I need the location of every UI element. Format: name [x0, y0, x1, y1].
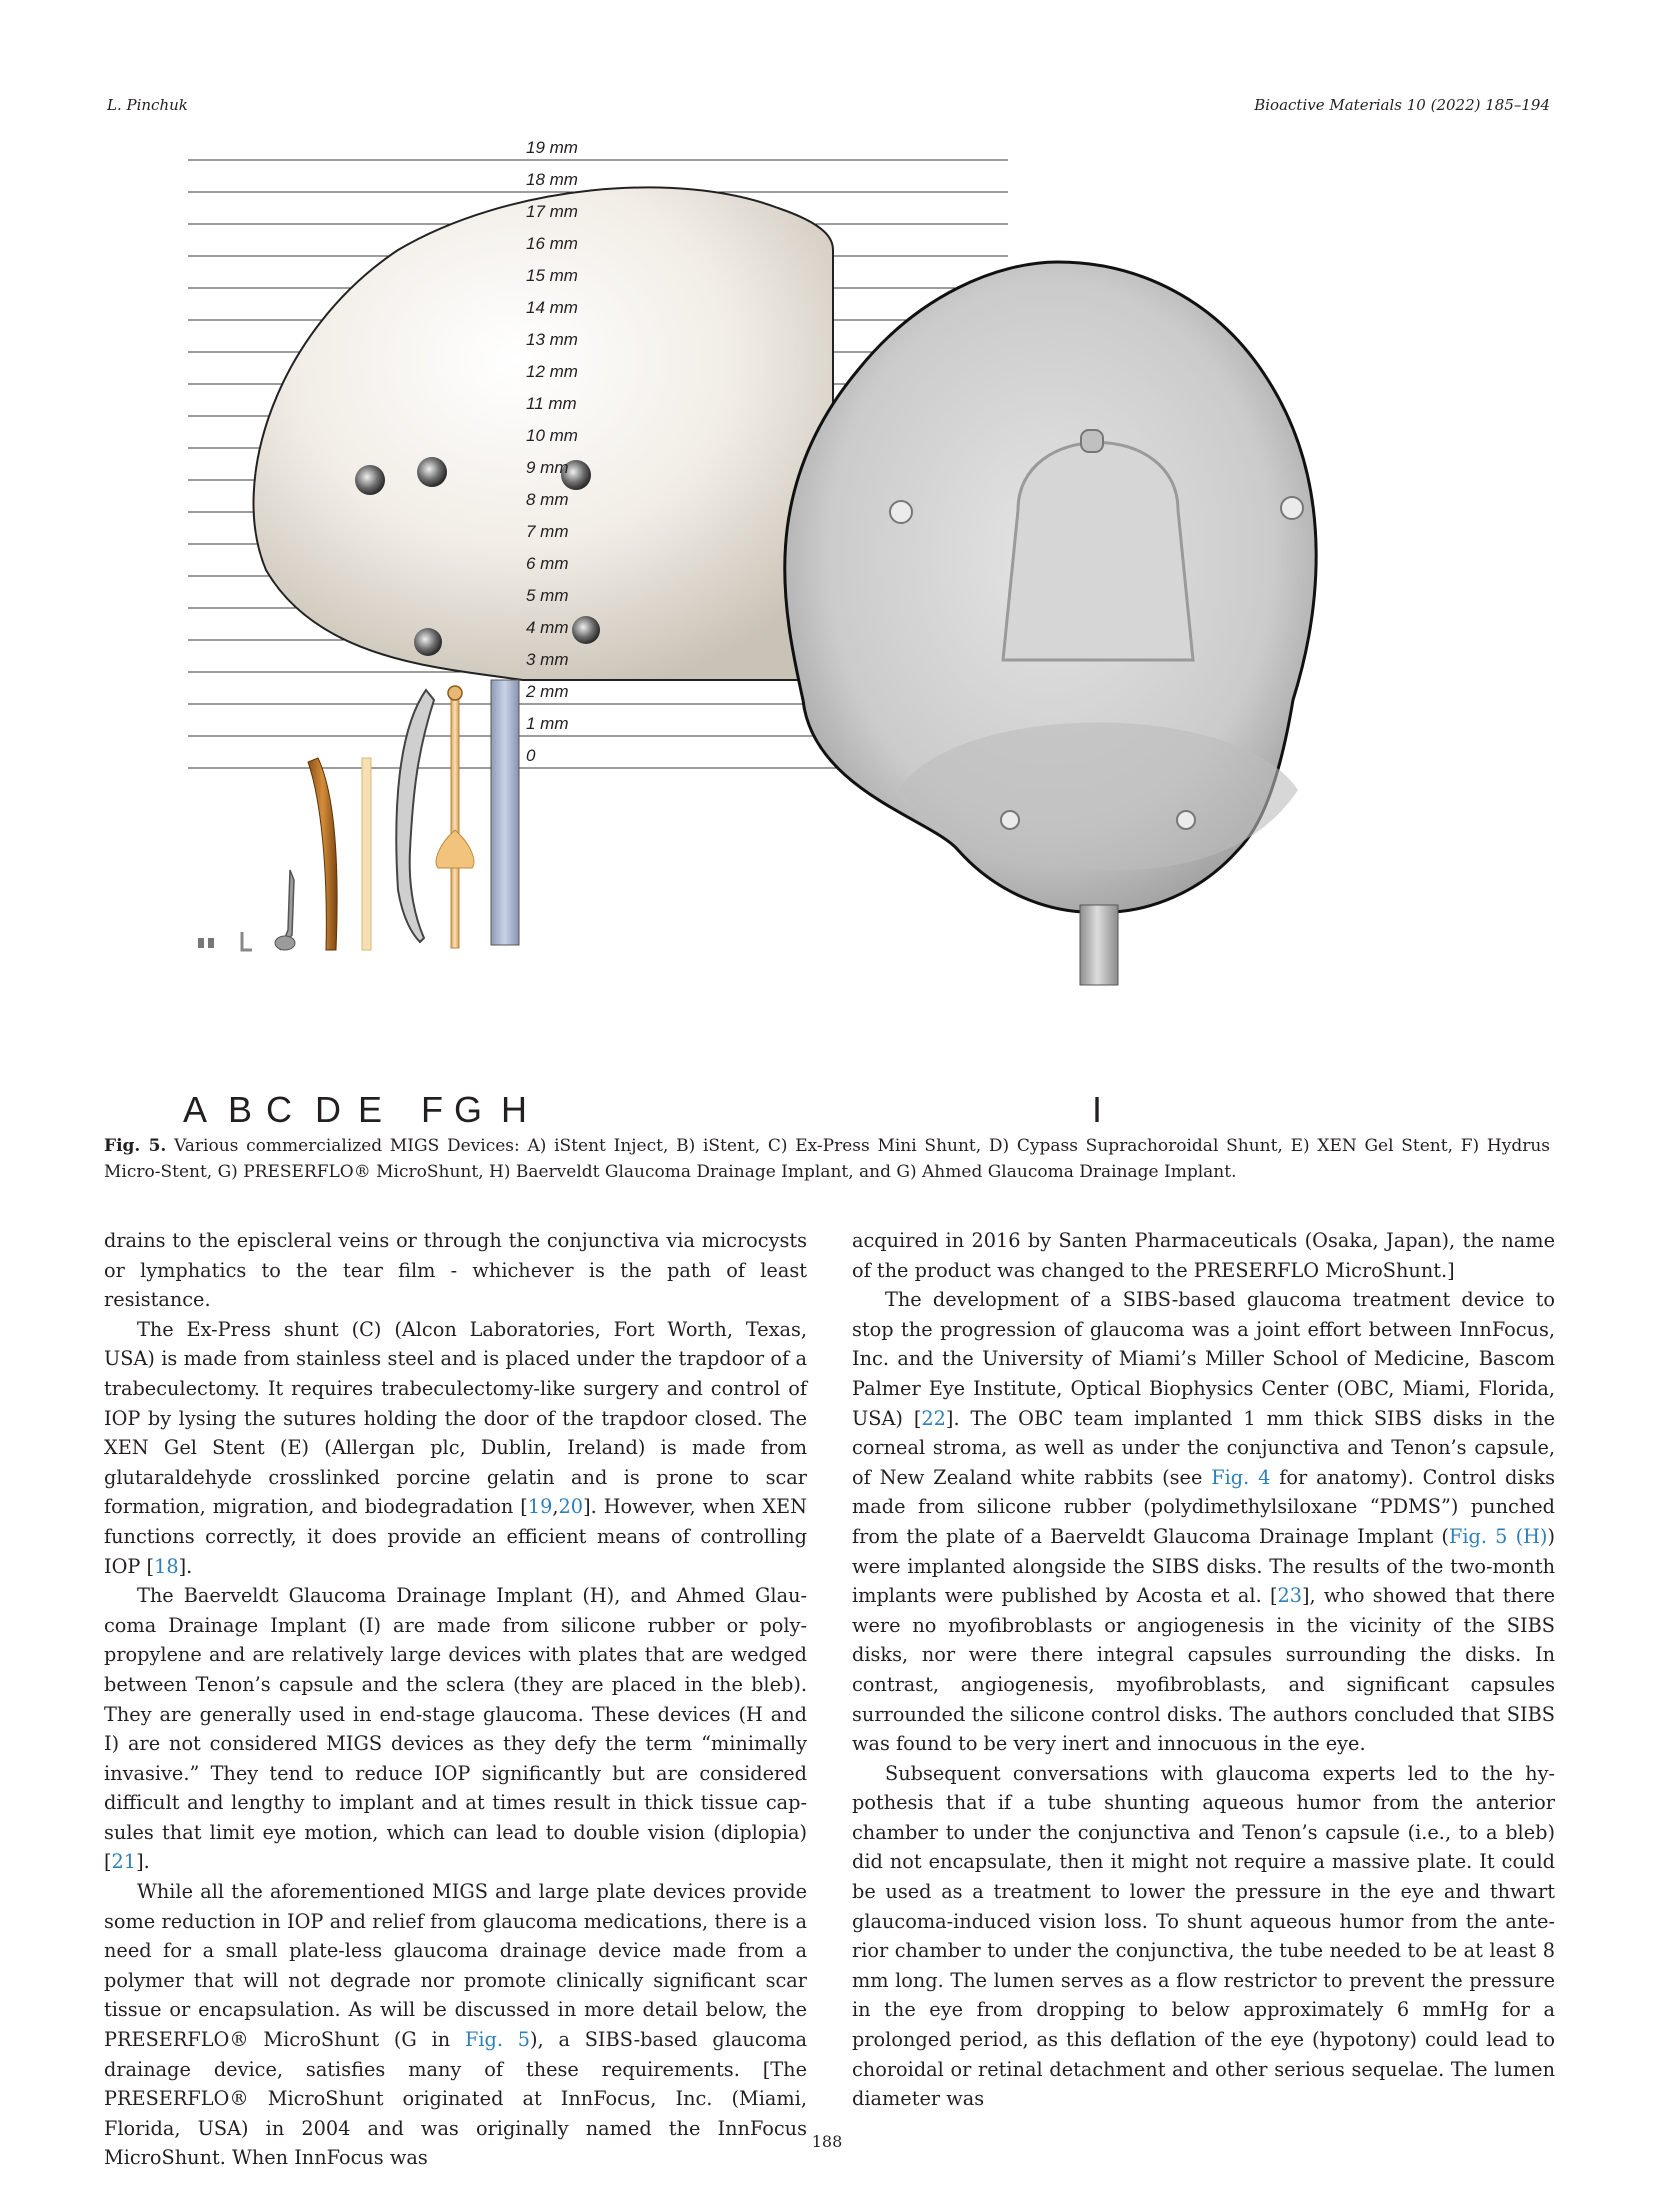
xen-gel-stent	[362, 758, 371, 950]
paragraph-text: ].	[178, 1554, 193, 1578]
ex-press-disc-icon	[275, 936, 295, 950]
ahmed-tube	[1080, 905, 1118, 985]
paragraph	[104, 1581, 807, 1877]
scale-label: 13 mm	[526, 330, 578, 349]
scale-label: 11 mm	[526, 394, 577, 413]
figure-5-illustration	[183, 138, 1418, 1130]
citation-link[interactable]: 22	[921, 1406, 946, 1430]
device-letters	[183, 1089, 1102, 1130]
paragraph: acquired in 2016 by Santen Pharmaceuticals (Osaka, Japan), the name of the product was changed to the PRESERFLO MicroShunt.]	[852, 1229, 1555, 1282]
scale-label: 12 mm	[526, 362, 578, 381]
label-d: D	[315, 1089, 341, 1130]
ahmed-post-icon	[1081, 430, 1103, 452]
scale-label: 9 mm	[526, 458, 569, 477]
istent-inject-icon	[198, 938, 204, 948]
ahmed-valve	[1003, 443, 1193, 661]
page-number: 188	[811, 2132, 843, 2151]
figure-link[interactable]: Fig. 5	[464, 2028, 531, 2052]
paragraph: Subsequent conversations with glaucoma experts led to the hypothesis that if a tube shunting aqueous humor from the anterior chamber to under the conjunctiva and Tenon’s capsule (i.e., to a bleb) did not encapsulate, then it might not require a massive plate. It could be used as a treatment to lower the pressure in the eye and thwart glaucoma-induced vision loss. To shunt aqueous humor from the anterior chamber to under the conjunctiva, the tube needed to be at least 8 mm long. The lumen serves as a flow restrictor to prevent the pressure in the eye from dropping to below approximately 6 mmHg for a prolonged period, as this deflation of the eye (hypotony) could lead to choroidal or retinal detachment and other serious sequelae. The lumen diameter was	[852, 1761, 1555, 2111]
ahmed-eyelet-icon	[1001, 811, 1019, 829]
paragraph-text: ], who showed that there were no myofibroblasts or angiogenesis in the vicinity of the SIBS disks, nor were there integral capsules surrounding the disks. In contrast, angiogenesis, myofibroblasts, and significant capsules surrounded the silicone control disks. The authors concluded that SIBS was found to be very inert and innocuous in the eye.	[852, 1584, 1555, 1756]
ahmed-eyelet-icon	[1281, 497, 1303, 519]
scale-label: 19 mm	[526, 138, 578, 157]
citation-link[interactable]: 23	[1277, 1584, 1303, 1608]
running-header-journal: Bioactive Materials 10 (2022) 185–194	[1254, 96, 1550, 114]
cypass-shunt	[308, 758, 337, 950]
label-e: E	[358, 1089, 383, 1130]
scale-label: 14 mm	[526, 298, 578, 317]
paragraph-text: The Baerveldt Glaucoma Drainage Implant (H), and Ahmed Glaucoma Drainage Implant (I) are made from silicone rubber or polypropylene and are relatively large devices with plates that are wedged between Tenon’s capsule and the sclera (they are placed in the bleb). They are generally used in end-stage glaucoma. These devices (H and I) are not considered MIGS devices as they defy the term “minimally invasive.” They tend to reduce IOP significantly but are considered difficult and lengthy to implant and at times result in thick tissue capsules that limit eye motion, which can lead to double vision (diplopia) [	[104, 1584, 807, 1874]
paragraph: drains to the episcleral veins or through the conjunctiva via microcysts or lymphatics to the tear film - whichever is the path of least resistance.	[104, 1229, 807, 1312]
paragraph-text: ,	[552, 1495, 559, 1519]
citation-link[interactable]: 18	[154, 1554, 179, 1578]
right-column	[852, 1226, 1555, 2114]
ahmed-eyelet-icon	[1177, 811, 1195, 829]
scale-label: 4 mm	[526, 618, 569, 637]
citation-link[interactable]: 21	[111, 1850, 137, 1874]
label-c: C	[266, 1089, 292, 1130]
scale-label: 3 mm	[526, 650, 569, 669]
preserflo-top-icon	[448, 686, 462, 700]
plate-hole-icon	[417, 457, 447, 487]
scale-label: 7 mm	[526, 522, 569, 541]
baerveldt-tube	[491, 680, 519, 945]
hydrus-micro-stent	[396, 690, 434, 942]
istent-icon	[242, 932, 252, 950]
scale-label: 2 mm	[526, 682, 569, 701]
plate-hole-icon	[572, 616, 600, 644]
paragraph-text: ]. The OBC team implanted 1 mm thick SIBS disks in the corneal stroma, as well as under the conjunctiva and Tenon’s capsule, of New Zealand white rabbits (see	[852, 1406, 1555, 1489]
paragraph	[852, 1285, 1555, 1759]
figure-5	[183, 138, 1418, 1130]
preserflo-fin	[436, 830, 474, 868]
running-header-author: L. Pinchuk	[107, 96, 188, 114]
citation-link[interactable]: 19	[527, 1495, 553, 1519]
figure-link[interactable]: Fig. 4	[1211, 1465, 1271, 1489]
scale-label: 18 mm	[526, 170, 578, 189]
paragraph-text: ), a SIBS-based glaucoma drainage device, satisfies many of these requirements. [The PRESERFLO® MicroShunt originated at InnFocus, Inc. (Miami, Florida, USA) in 2004 and was originally named the InnFocus MicroShunt. When InnFocus was	[104, 2028, 807, 2170]
left-column	[104, 1226, 807, 2173]
scale-label: 16 mm	[526, 234, 578, 253]
figure-link[interactable]: Fig. 5 (H)	[1448, 1524, 1548, 1548]
figure-caption	[104, 1133, 1550, 1185]
paragraph-text: The development of a SIBS-based glaucoma treatment device to stop the progression of glaucoma was a joint effort between InnFocus, Inc. and the University of Miami’s Miller School of Medicine, Bascom Palmer Eye Institute, Optical Biophysics Center (OBC, Miami, Florida, USA) [	[852, 1288, 1555, 1430]
scale-label: 17 mm	[526, 202, 578, 221]
paragraph	[104, 1315, 807, 1581]
scale-label: 15 mm	[526, 266, 578, 285]
label-b: B	[228, 1089, 253, 1130]
istent-inject-icon	[208, 938, 214, 948]
scale-label: 1 mm	[526, 714, 569, 733]
paragraph-text: ].	[136, 1850, 150, 1874]
paragraph-text: While all the aforementioned MIGS and large plate devices provide some reduction in IOP and relief from glaucoma medications, there is a need for a small plate-less glaucoma drainage device made from a polymer that will not degrade nor promote clinically significant scar tissue or encapsulation. As will be discussed in more detail below, the PRESERFLO® MicroShunt (G in	[104, 1880, 807, 2052]
scale-label: 10 mm	[526, 426, 578, 445]
paragraph-text: for anatomy). Control disks made from silicone rubber (polydimethylsiloxane “PDMS”) punched from the plate of a Baerveldt Glaucoma Drainage Implant (	[852, 1465, 1555, 1548]
paragraph-text: ]. However, when XEN functions correctly, it does provide an efficient means of controlling IOP [	[104, 1495, 807, 1578]
caption-lead: Fig. 5.	[104, 1136, 167, 1156]
paragraph	[104, 1877, 807, 2173]
plate-hole-icon	[414, 628, 442, 656]
scale-label: 6 mm	[526, 554, 569, 573]
plate-hole-icon	[355, 465, 385, 495]
paragraph-text: The Ex-Press shunt (C) (Alcon Laboratories, Fort Worth, Texas, USA) is made from stainless steel and is placed under the trapdoor of a trabeculectomy. It requires trabeculectomy-like surgery and control of IOP by lysing the sutures holding the door of the trapdoor closed. The XEN Gel Stent (E) (Allergan plc, Dublin, Ireland) is made from glutaraldehyde crosslinked porcine gelatin and is prone to scar formation, migration, and biodegradation [	[104, 1317, 807, 1519]
label-g: G	[454, 1089, 483, 1130]
ahmed-eyelet-icon	[890, 501, 912, 523]
label-h: H	[501, 1089, 527, 1130]
caption-text: Various commercialized MIGS Devices: A) iStent Inject, B) iStent, C) Ex-Press Mini Shunt, D) Cypass Suprachoroidal Shunt, E) XEN Gel Stent, F) Hydrus Micro-Stent, G) PRESERFLO® MicroShunt, H) Baerveldt Glaucoma Drainage Implant, and G) Ahmed Glaucoma Drainage Implant.	[104, 1136, 1550, 1182]
label-i: I	[1092, 1089, 1103, 1130]
label-a: A	[183, 1089, 208, 1130]
scale-label: 8 mm	[526, 490, 569, 509]
citation-link[interactable]: 20	[558, 1495, 584, 1519]
preserflo-tube	[451, 693, 459, 948]
paragraph-text: ) were implanted alongside the SIBS disks. The results of the two-month implants were published by Acosta et al. [	[852, 1524, 1555, 1608]
label-f: F	[421, 1089, 443, 1130]
scale-label: 0	[526, 746, 536, 765]
scale-label: 5 mm	[526, 586, 569, 605]
